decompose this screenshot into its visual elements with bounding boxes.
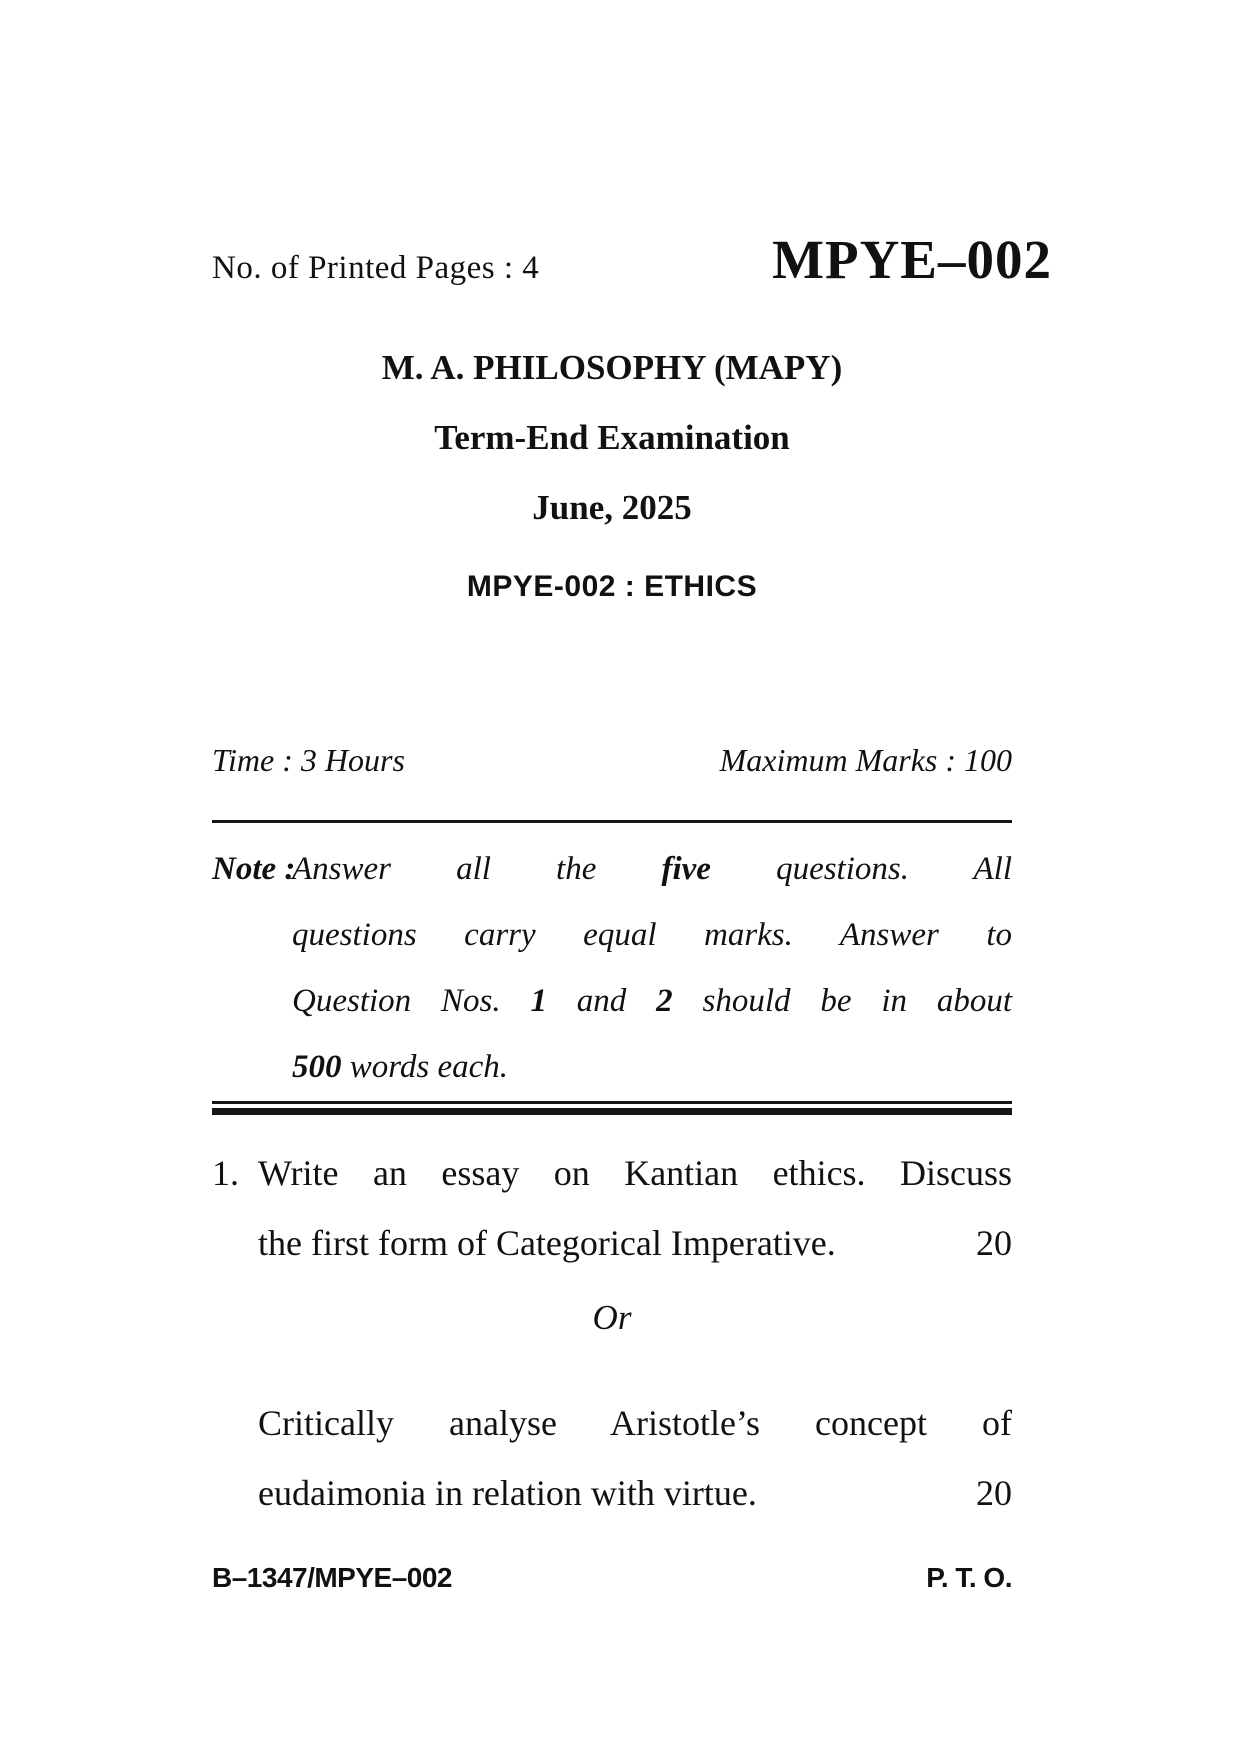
or-separator: Or xyxy=(592,1298,632,1337)
course-title: MPYE-002 : ETHICS xyxy=(466,570,758,603)
note-bold-five: five xyxy=(661,851,711,887)
exam-title: Term-End Examination xyxy=(434,418,790,457)
note-bold-500: 500 xyxy=(292,1049,342,1085)
question-1 xyxy=(212,1138,1012,1278)
printed-pages-count: No. of Printed Pages : 4 xyxy=(212,250,540,286)
note-line: Answer all the five questions. All xyxy=(292,851,1012,887)
question-1-body xyxy=(258,1138,1012,1278)
question-line: Write an essay on Kantian ethics. Discuss xyxy=(258,1153,1012,1193)
divider-double-rule xyxy=(212,1101,1012,1115)
note-bold-two: 2 xyxy=(656,983,673,1019)
maximum-marks: Maximum Marks : 100 xyxy=(719,742,1012,778)
note-text xyxy=(292,836,1012,1100)
time-allowed: Time : 3 Hours xyxy=(212,742,405,778)
note-label: Note : xyxy=(212,851,296,887)
booklet-code: B–1347/MPYE–002 xyxy=(212,1562,453,1593)
question-1-alt-body xyxy=(258,1388,1012,1528)
question-1-number: 1. xyxy=(212,1153,239,1193)
note-block xyxy=(212,836,1012,1100)
note-line: Question Nos. 1 and 2 should be in about xyxy=(292,983,1013,1019)
question-1-marks: 20 xyxy=(976,1223,1012,1263)
question-1-alternative xyxy=(212,1388,1012,1528)
exam-session: June, 2025 xyxy=(532,488,692,527)
question-line: the first form of Categorical Imperative. 20 xyxy=(258,1208,1012,1278)
divider-single-rule xyxy=(212,820,1012,823)
exam-meta-row xyxy=(212,742,1012,779)
question-line: Critically analyse Aristotle’s concept of xyxy=(258,1403,1012,1443)
question-1-alt-marks: 20 xyxy=(976,1473,1012,1513)
paper-code: MPYE–002 xyxy=(772,229,1052,290)
pto-label: P. T. O. xyxy=(926,1562,1012,1593)
note-bold-one: 1 xyxy=(530,983,547,1019)
page-content xyxy=(212,0,1052,1754)
note-line: 500 words each. xyxy=(292,1049,509,1085)
note-line: questions carry equal marks. Answer to xyxy=(292,917,1012,953)
question-line: eudaimonia in relation with virtue. 20 xyxy=(258,1458,1012,1528)
page-footer xyxy=(212,1562,1012,1594)
program-title: M. A. PHILOSOPHY (MAPY) xyxy=(381,348,843,387)
